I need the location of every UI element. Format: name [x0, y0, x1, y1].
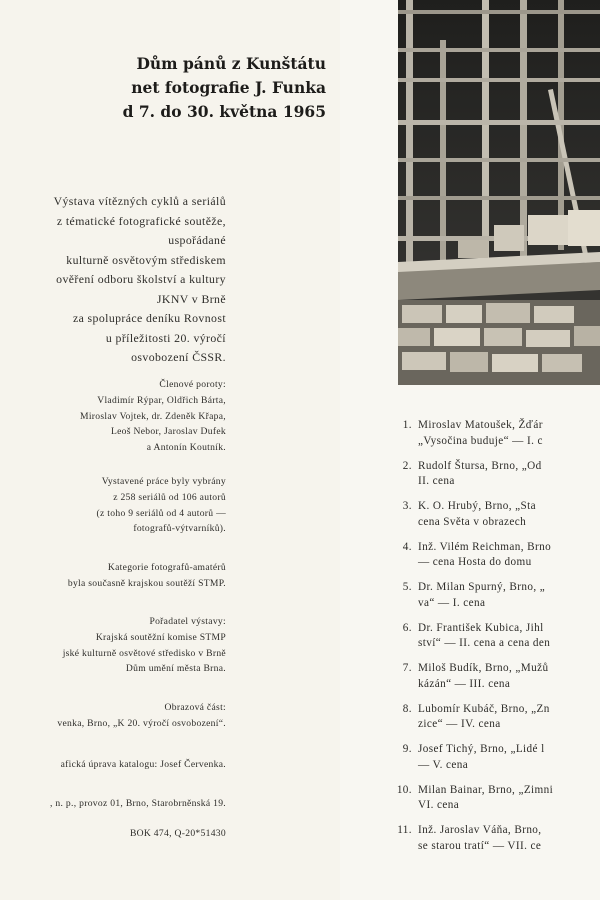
scaffolding-photograph — [398, 0, 600, 385]
award-line: va“ — I. cena — [418, 596, 486, 609]
awards-list — [388, 418, 600, 864]
photo-image — [398, 0, 600, 385]
exhibited-line: fotografů-výtvarníků). — [133, 523, 226, 535]
visual-section-note — [57, 700, 226, 732]
award-line: se starou tratí“ — VII. ce — [418, 839, 542, 852]
award-line: Miroslav Matoušek, Žďár — [418, 419, 543, 431]
award-line: K. O. Hrubý, Brno, „Sta — [418, 500, 536, 512]
list-item — [388, 742, 600, 773]
catalog-code: BOK 474, Q-20*51430 — [129, 828, 226, 839]
award-line: „Vysočina buduje“ — I. c — [418, 434, 543, 447]
award-line: Dr. František Kubica, Jihl — [418, 621, 544, 634]
award-line: Miloš Budík, Brno, „Mužů — [418, 662, 549, 674]
award-line: Josef Tichý, Brno, „Lidé l — [418, 743, 545, 755]
headline-dates: d 7. do 30. května 1965 — [122, 102, 326, 121]
intro-line: Výstava vítězných cyklů a seriálů — [53, 194, 226, 208]
intro-line: ověření odboru školství a kultury — [56, 272, 226, 286]
award-line: Milan Bainar, Brno, „Zimni — [418, 783, 554, 796]
award-line: — cena Hosta do domu — [418, 556, 532, 568]
organizer-line: Krajská soutěžní komise STMP — [95, 631, 226, 643]
printer-note: , n. p., provoz 01, Brno, Starobrněnská 19. — [50, 798, 226, 809]
award-line: Rudolf Štursa, Brno, „Od — [418, 459, 542, 472]
list-item — [388, 702, 600, 733]
list-item — [388, 621, 600, 652]
award-number: 5. — [402, 581, 412, 593]
list-item — [388, 783, 600, 814]
award-line: Inž. Vilém Reichman, Brno — [418, 540, 552, 553]
jury-line: Leoš Nebor, Jaroslav Dufek — [110, 426, 226, 438]
award-number: 3. — [402, 500, 412, 512]
intro-line: u příležitosti 20. výročí — [105, 330, 226, 345]
visual-line: Obrazová část: — [164, 702, 226, 713]
organizer-note — [63, 614, 226, 677]
jury-line: Členové poroty: — [159, 379, 226, 390]
award-line: zice“ — IV. cena — [418, 718, 501, 730]
award-number: 4. — [402, 540, 412, 553]
list-item — [388, 661, 600, 692]
intro-text — [54, 192, 226, 368]
list-item — [388, 823, 600, 854]
intro-line: kulturně osvětovým střediskem — [66, 252, 226, 267]
list-item — [388, 418, 600, 449]
organizer-line: Pořadatel výstavy: — [149, 616, 226, 627]
award-line: ství“ — II. cena a cena den — [418, 637, 551, 649]
award-number: 2. — [402, 459, 412, 472]
organizer-line: jské kulturně osvětové středisko v Brně — [62, 647, 226, 659]
list-item — [388, 459, 600, 490]
intro-line: za spolupráce deníku Rovnost — [72, 311, 226, 325]
exhibited-line: (z toho 9 seriálů od 4 autorů — — [96, 507, 226, 519]
jury-line: a Antonín Koutník. — [146, 442, 226, 454]
category-line: Kategorie fotografů-amatérů — [107, 562, 226, 573]
award-line: kázán“ — III. cena — [418, 677, 511, 690]
jury-line: Vladimír Rýpar, Oldřich Bárta, — [97, 394, 226, 406]
exhibition-headline — [123, 52, 326, 124]
award-number: 1. — [402, 419, 412, 431]
award-number: 11. — [397, 824, 412, 836]
category-note — [68, 560, 226, 592]
award-number: 9. — [402, 743, 412, 755]
list-item — [388, 580, 600, 611]
award-number: 10. — [396, 783, 412, 796]
jury-line: Miroslav Vojtek, dr. Zdeněk Křapa, — [80, 410, 226, 422]
intro-line: JKNV v Brně — [156, 291, 226, 306]
list-item — [388, 540, 600, 571]
intro-line: uspořádané — [168, 233, 226, 247]
award-line: II. cena — [418, 475, 455, 487]
headline-cabinet: net fotografie J. Funka — [131, 78, 326, 97]
catalog-design-note: afická úprava katalogu: Josef Červenka. — [60, 759, 226, 770]
intro-line: osvobození ČSSR. — [131, 350, 226, 364]
award-line: VI. cena — [418, 799, 460, 811]
category-line: byla současně krajskou soutěží STMP. — [67, 577, 226, 589]
list-item — [388, 499, 600, 530]
intro-line: z tématické fotografické soutěže, — [56, 213, 226, 228]
jury-members — [80, 377, 226, 456]
exhibited-works-note — [97, 474, 226, 537]
exhibited-line: z 258 seriálů od 106 autorů — [113, 491, 226, 503]
exhibited-line: Vystavené práce byly vybrány — [101, 476, 226, 487]
award-number: 6. — [402, 621, 412, 634]
award-line: Lubomír Kubáč, Brno, „Zn — [418, 702, 550, 715]
award-line: — V. cena — [418, 758, 469, 771]
headline-venue: Dům pánů z Kunštátu — [136, 54, 326, 73]
award-number: 7. — [402, 662, 412, 674]
organizer-line: Dům umění města Brna. — [125, 663, 226, 675]
award-number: 8. — [402, 702, 412, 715]
award-line: Inž. Jaroslav Váňa, Brno, — [418, 824, 542, 836]
visual-line: venka, Brno, „K 20. výročí osvobození“. — [57, 717, 226, 729]
award-line: cena Světa v obrazech — [418, 515, 527, 528]
award-line: Dr. Milan Spurný, Brno, „ — [418, 581, 546, 593]
